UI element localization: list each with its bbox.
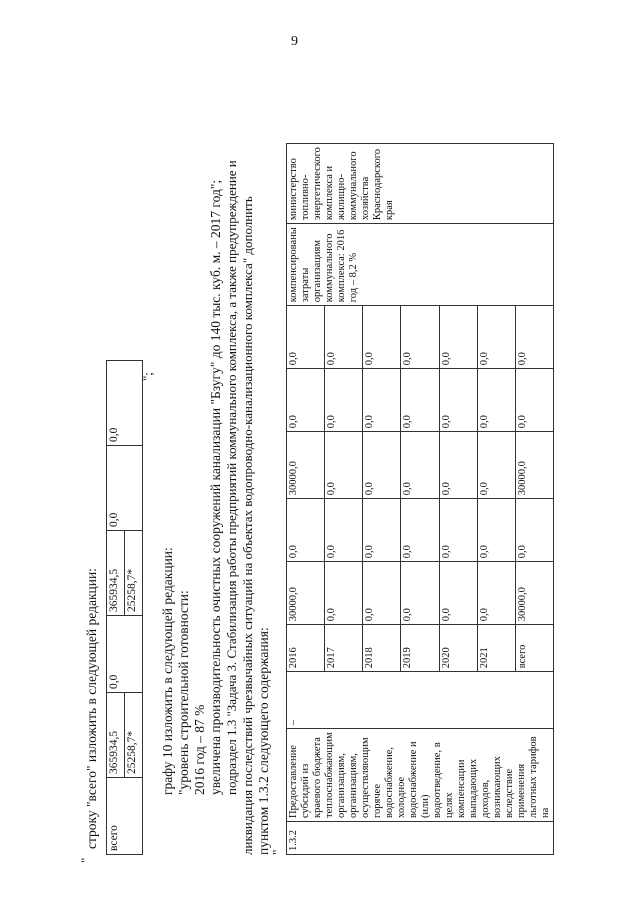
year-cell: 2017	[325, 625, 363, 672]
value-cell: 0,0	[287, 499, 325, 562]
paragraph: пунктом 1.3.2 следующего содержания:	[256, 627, 271, 855]
total-cell: 365934,5	[107, 693, 125, 778]
total-cell: 365934,5	[107, 531, 125, 616]
value-cell: 0,0	[401, 432, 439, 499]
value-cell: 0,0	[515, 306, 553, 369]
item-description: Предоставление субсидий из краевого бюджета теплоснабжающим организациям, организациям, осуществляющим горячее водоснабжение, холодное водоснабжение и (или) водоотведение, в целях компенсации выпадающих доходов, возникающих вследствие применения льготных тарифов на	[287, 729, 554, 822]
value-cell: 0,0	[401, 562, 439, 625]
value-cell: 0,0	[401, 306, 439, 369]
value-cell: 0,0	[363, 369, 401, 432]
paragraph: "уровень строительной готовности:	[176, 590, 191, 795]
value-cell: 0,0	[325, 432, 363, 499]
item-executor: министерство топливно-энергетического комплекса и жилищно-коммунального хозяйства Краснодарского края	[287, 144, 554, 224]
value-cell: 0,0	[363, 432, 401, 499]
value-cell: 0,0	[439, 369, 477, 432]
total-cell-sub: 25258,7*	[125, 531, 143, 616]
paragraph: графу 10 изложить в следующей редакции:	[160, 547, 175, 795]
value-cell: 30000,0	[287, 562, 325, 625]
item-table	[286, 143, 554, 855]
value-cell: 0,0	[363, 306, 401, 369]
year-cell: 2018	[363, 625, 401, 672]
year-cell: 2020	[439, 625, 477, 672]
total-row-table	[106, 360, 143, 855]
value-cell: 0,0	[477, 562, 515, 625]
year-cell: 2021	[477, 625, 515, 672]
total-cell: 0,0	[107, 616, 143, 693]
year-cell: всего	[515, 625, 553, 672]
intro-text: строку "всего" изложить в следующей редакции:	[84, 568, 99, 849]
open-quote: "	[78, 857, 93, 863]
value-cell: 0,0	[477, 369, 515, 432]
value-cell: 0,0	[515, 499, 553, 562]
value-cell: 0,0	[477, 432, 515, 499]
paragraph: ликвидация последствий чрезвычайных ситуаций на объектах водопроводно-канализационного комплекса" дополнить	[240, 196, 255, 855]
paragraph: увеличена производительность очистных сооружений канализации "Бзугу" до 140 тыс. куб. м. – 2017 год";	[208, 179, 223, 795]
value-cell: 0,0	[439, 306, 477, 369]
value-cell: 0,0	[363, 499, 401, 562]
value-cell: 0,0	[325, 306, 363, 369]
total-cell-sub: 25258,7*	[125, 693, 143, 778]
paragraph: "	[270, 849, 285, 855]
rotated-page-content	[78, 65, 551, 863]
item-result: компенсированы затраты организациям коммунального комплекса: 2016 год – 8,2 %	[287, 224, 554, 306]
paragraph: подраздел 1.3 "Задача 3. Стабилизация работы предприятий коммунального комплекса, а также предупреждение и	[224, 160, 239, 795]
paragraph: 2016 год – 87 %	[192, 704, 207, 795]
total-cell: 0,0	[107, 446, 143, 531]
value-cell: 0,0	[401, 499, 439, 562]
value-cell: 0,0	[401, 369, 439, 432]
value-cell: 0,0	[515, 369, 553, 432]
item-number: 1.3.2	[287, 822, 554, 855]
year-cell: 2016	[287, 625, 325, 672]
value-cell: 0,0	[287, 306, 325, 369]
close-quote: ";	[140, 372, 155, 381]
year-cell: 2019	[401, 625, 439, 672]
item-dash: –	[287, 672, 554, 729]
value-cell: 0,0	[287, 369, 325, 432]
value-cell: 30000,0	[515, 432, 553, 499]
value-cell: 30000,0	[287, 432, 325, 499]
page-number: 9	[291, 34, 298, 49]
value-cell: 0,0	[325, 369, 363, 432]
value-cell: 0,0	[439, 562, 477, 625]
value-cell: 0,0	[325, 499, 363, 562]
total-cell: 0,0	[107, 361, 143, 446]
value-cell: 0,0	[477, 306, 515, 369]
value-cell: 0,0	[439, 432, 477, 499]
total-label: всего	[107, 778, 143, 855]
value-cell: 0,0	[363, 562, 401, 625]
value-cell: 0,0	[325, 562, 363, 625]
value-cell: 0,0	[477, 499, 515, 562]
value-cell: 0,0	[439, 499, 477, 562]
value-cell: 30000,0	[515, 562, 553, 625]
